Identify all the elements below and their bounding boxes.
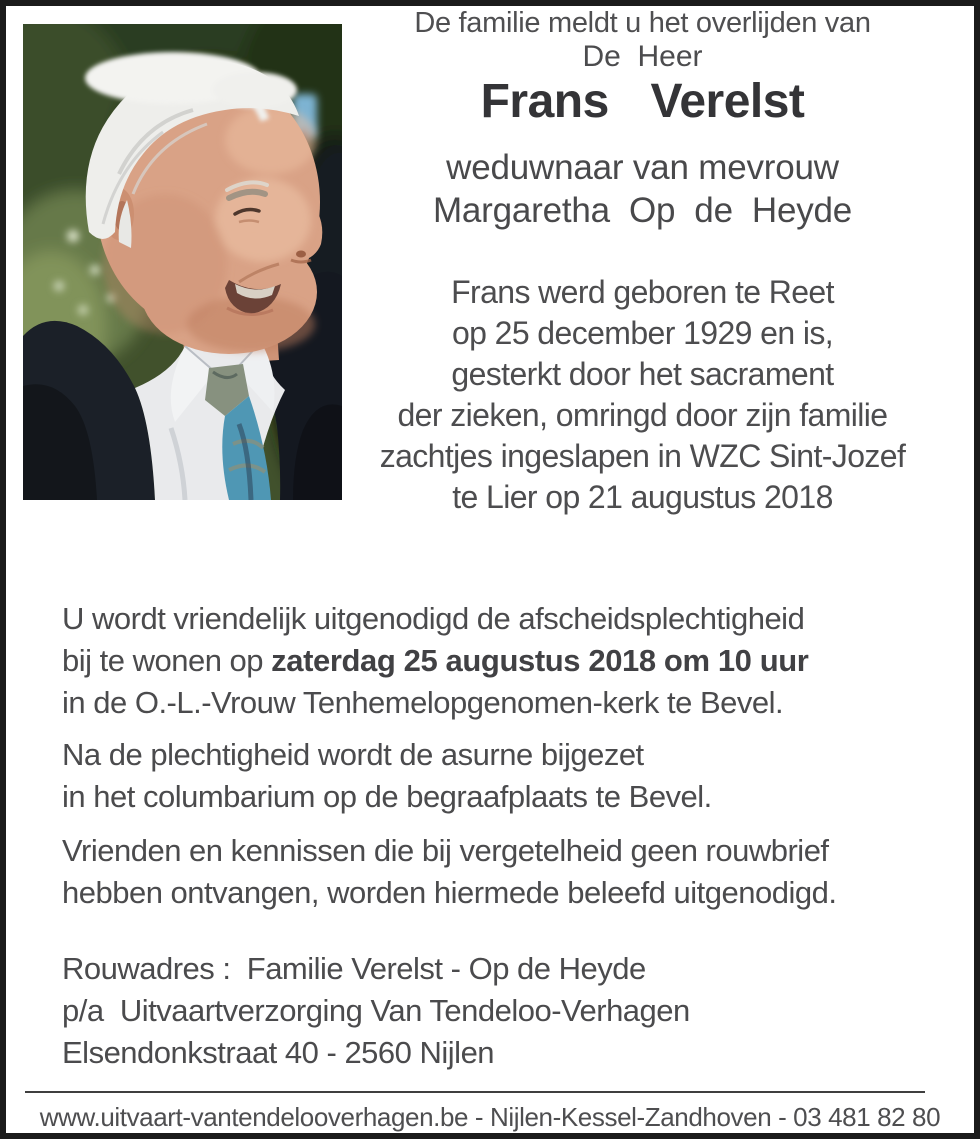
mourning-address-line: p/a Uitvaartverzorging Van Tendeloo-Verhagen	[62, 993, 690, 1028]
life-line: gesterkt door het sacrament	[451, 356, 834, 392]
life-line: Frans werd geboren te Reet	[451, 274, 834, 310]
life-line: zachtjes ingeslapen in WZC Sint-Jozef	[379, 438, 906, 474]
ceremony-datetime: zaterdag 25 augustus 2018 om 10 uur	[271, 643, 809, 678]
announcement-body	[62, 6, 942, 1074]
invitation-line: in de O.-L.-Vrouw Tenhemelopgenomen-kerk te Bevel.	[62, 685, 784, 720]
mourning-address-line: Rouwadres : Familie Verelst - Op de Heyde	[62, 951, 646, 986]
interment-line: Na de plechtigheid wordt de asurne bijgezet	[62, 737, 644, 772]
footer-contact-line: www.uitvaart-vantendelooverhagen.be - Nijlen-Kessel-Zandhoven - 03 481 82 80	[39, 1102, 941, 1132]
interment-line: in het columbarium op de begraafplaats te Bevel.	[62, 779, 712, 814]
life-line: op 25 december 1929 en is,	[451, 315, 834, 351]
footer-rule	[25, 1091, 925, 1093]
notice-paragraph	[62, 830, 942, 914]
invitation-line: U wordt vriendelijk uitgenodigd de afscheidsplechtigheid	[62, 601, 805, 636]
mourning-address	[62, 948, 942, 1074]
invitation-line-prefix: bij te wonen op	[62, 643, 272, 678]
notice-line: Vrienden en kennissen die bij vergetelheid geen rouwbrief	[62, 833, 829, 868]
invitation-line	[62, 640, 942, 682]
notice-line: hebben ontvangen, worden hiermede beleefd uitgenodigd.	[62, 875, 837, 910]
life-line: te Lier op 21 augustus 2018	[452, 479, 833, 515]
spouse-name-line: Margaretha Op de Heyde	[432, 191, 853, 230]
widower-line: weduwnaar van mevrouw	[446, 148, 839, 187]
intro-line: De familie meldt u het overlijden van	[414, 7, 871, 39]
life-line: der zieken, omringd door zijn familie	[397, 397, 888, 433]
salutation-line: De Heer	[582, 40, 703, 73]
invitation-paragraph	[62, 598, 942, 724]
interment-paragraph	[62, 734, 942, 818]
deceased-name: Frans Verelst	[480, 75, 805, 128]
mourning-address-line: Elsendonkstraat 40 - 2560 Nijlen	[62, 1035, 495, 1070]
